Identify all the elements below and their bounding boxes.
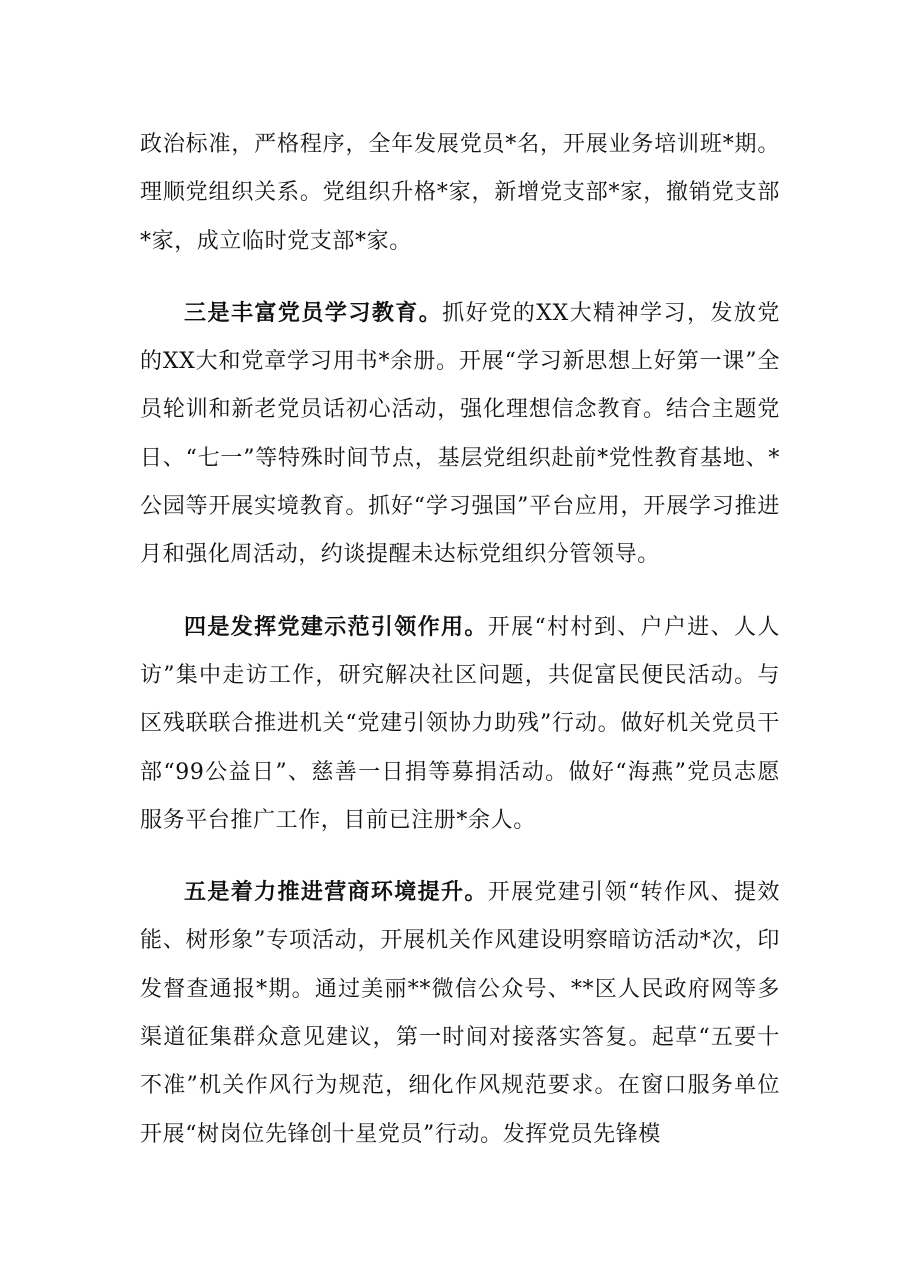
paragraph-2 xyxy=(140,289,780,580)
paragraph-3-heading: 四是发挥党建示范引领作用。 xyxy=(184,613,488,640)
paragraph-4-text: 开展党建引领“转作风、提效能、树形象”专项活动，开展机关作风建设明察暗访活动*次，印发督查通报*期。通过美丽**微信公众号、**区人民政府网等多渠道征集群众意见建议，第一时间对接落实答复。起草“五要十不准”机关作风行为规范，细化作风规范要求。在窗口服务单位开展“树岗位先锋创十星党员”行动。发挥党员先锋模 xyxy=(140,880,780,1147)
paragraph-2-text: 抓好党的XX大精神学习，发放党的XX大和党章学习用书*余册。开展“学习新思想上好第一课”全员轮训和新老党员话初心活动，强化理想信念教育。结合主题党日、“七一”等特殊时间节点，基层党组织赴前*党性教育基地、*公园等开展实境教育。抓好“学习强国”平台应用，开展学习推进月和强化周活动，约谈提醒未达标党组织分管领导。 xyxy=(140,300,780,568)
paragraph-3 xyxy=(140,603,780,845)
paragraph-4-heading: 五是着力推进营商环境提升。 xyxy=(184,879,488,906)
paragraph-1 xyxy=(140,121,780,266)
paragraph-1-text: 政治标准，严格程序，全年发展党员*名，开展业务培训班*期。理顺党组织关系。党组织升格*家，新增党支部*家，撤销党支部*家，成立临时党支部*家。 xyxy=(140,132,780,254)
paragraph-4 xyxy=(140,868,780,1159)
paragraph-2-heading: 三是丰富党员学习教育。 xyxy=(184,299,443,326)
document-body xyxy=(140,121,780,1159)
paragraph-3-text: 开展“村村到、户户进、人人访”集中走访工作，研究解决社区问题，共促富民便民活动。与区残联联合推进机关“党建引领协力助残”行动。做好机关党员干部“99公益日”、慈善一日捐等募捐活动。做好“海燕”党员志愿服务平台推广工作，目前已注册*余人。 xyxy=(140,614,780,833)
